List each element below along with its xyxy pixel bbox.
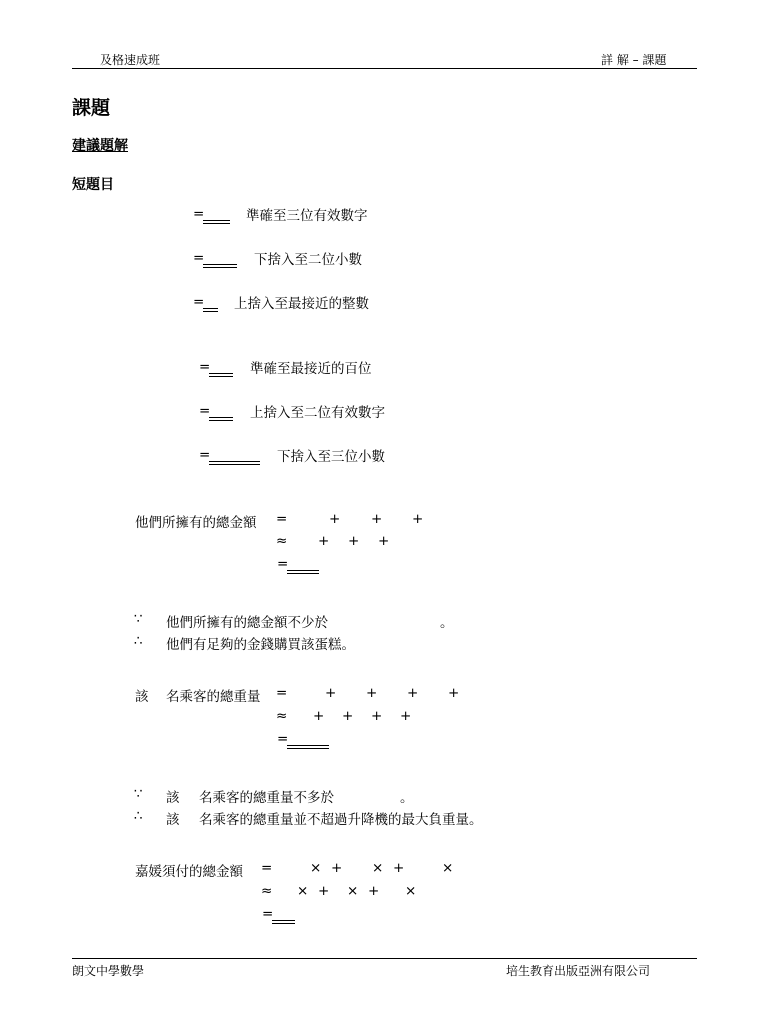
q2-conclusion: 名乘客的總重量並不超過升降機的最大負重量。 [199,812,483,828]
equals-sign: = [277,556,289,572]
rounding-instruction: 上捨入至二位有效數字 [250,405,385,421]
subsection-heading: 短題目 [72,177,114,193]
therefore-symbol: ∴ [134,633,143,649]
approx-sign: ≈ [276,533,288,549]
times-sign: × [297,883,309,899]
answer-blank [203,308,218,309]
header-rule [72,68,697,69]
equals-sign: = [199,447,211,463]
plus-sign: + [393,860,405,876]
q2-label: 名乘客的總重量 [166,689,261,705]
plus-sign: + [366,685,378,701]
rounding-instruction: 下捨入至二位小數 [254,252,362,268]
plus-sign: + [371,708,383,724]
plus-sign: + [448,685,460,701]
approx-sign: ≈ [276,708,288,724]
plus-sign: + [318,533,330,549]
q2-prefix: 該 [135,689,149,705]
approx-sign: ≈ [261,883,273,899]
plus-sign: + [368,883,380,899]
times-sign: × [442,860,454,876]
plus-sign: + [331,860,343,876]
times-sign: × [347,883,359,899]
because-symbol: ∵ [134,611,143,627]
plus-sign: + [412,511,424,527]
q1-conclusion: 他們有足夠的金錢購買該蛋糕。 [166,637,355,653]
equals-sign: = [193,206,205,222]
rounding-instruction: 準確至三位有效數字 [246,208,368,224]
rounding-instruction: 下捨入至三位小數 [277,449,385,465]
equals-sign: = [276,685,288,701]
plus-sign: + [318,883,330,899]
q2-prefix: 該 [166,812,180,828]
plus-sign: + [407,685,419,701]
plus-sign: + [400,708,412,724]
times-sign: × [372,860,384,876]
answer-blank [209,373,233,374]
q1-because-statement: 他們所擁有的總金額不少於 [166,615,328,631]
footer-publisher: 培生教育出版亞洲有限公司 [506,964,651,978]
rounding-instruction: 上捨入至最接近的整數 [234,296,369,312]
header-section-name: 詳 解 – 課題 [601,53,667,67]
times-sign: × [310,860,322,876]
answer-blank [203,220,230,221]
equals-sign: = [193,250,205,266]
footer-rule [72,958,697,959]
equals-sign: = [276,511,288,527]
equals-sign: = [193,294,205,310]
q2-prefix: 該 [166,790,180,806]
plus-sign: + [371,511,383,527]
equals-sign: = [199,359,211,375]
plus-sign: + [342,708,354,724]
plus-sign: + [325,685,337,701]
period: 。 [400,790,414,806]
header-course-name: 及格速成班 [100,53,161,67]
q1-label: 他們所擁有的總金額 [135,515,257,531]
equals-sign: = [199,403,211,419]
q3-label: 嘉媛須付的總金額 [135,864,243,880]
footer-book-title: 朗文中學數學 [72,964,145,978]
because-symbol: ∵ [134,786,143,802]
section-heading: 建議題解 [72,138,128,154]
plus-sign: + [329,511,341,527]
plus-sign: + [348,533,360,549]
equals-sign: = [261,860,273,876]
rounding-instruction: 準確至最接近的百位 [250,361,372,377]
answer-blank [209,417,233,418]
plus-sign: + [313,708,325,724]
period: 。 [440,615,454,631]
equals-sign: = [277,731,289,747]
page-title: 課題 [72,97,111,119]
answer-blank [203,264,237,265]
answer-blank [272,920,295,921]
answer-blank [287,745,329,746]
therefore-symbol: ∴ [134,808,143,824]
q2-because-statement: 名乘客的總重量不多於 [199,790,334,806]
equals-sign: = [262,906,274,922]
times-sign: × [405,883,417,899]
plus-sign: + [378,533,390,549]
answer-blank [287,570,319,571]
answer-blank [209,461,260,462]
